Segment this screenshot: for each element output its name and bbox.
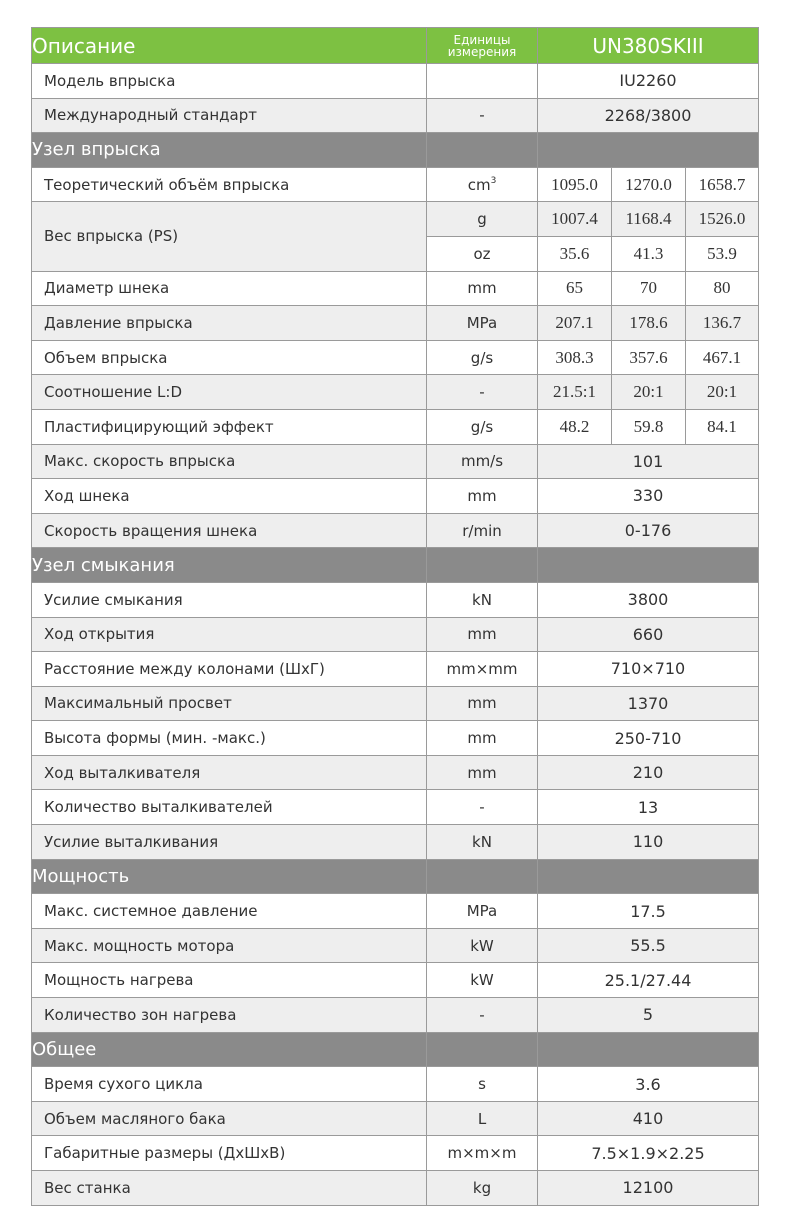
value-cell: 1658.7 xyxy=(686,167,759,202)
section-unit-cell xyxy=(427,1032,538,1067)
unit-text: MPa xyxy=(466,902,498,921)
table-row xyxy=(32,513,759,548)
unit-text: r/min xyxy=(462,521,502,540)
header-model: UN380SKIII xyxy=(538,28,759,64)
value-cell: 1095.0 xyxy=(538,167,612,202)
unit-cell xyxy=(427,306,538,341)
value-cell: 207.1 xyxy=(538,306,612,341)
table-row xyxy=(32,721,759,756)
unit-text: g/s xyxy=(470,417,494,436)
table-row xyxy=(32,98,759,133)
unit-text: mm xyxy=(467,729,497,748)
unit-cell xyxy=(427,721,538,756)
unit-cell xyxy=(427,64,538,99)
value-cell: 65 xyxy=(538,271,612,306)
unit-text: mm/s xyxy=(460,452,504,471)
unit-text: g xyxy=(477,210,487,229)
parameter-label: Давление впрыска xyxy=(32,306,427,341)
unit-cell xyxy=(427,825,538,860)
value-cell: 25.1/27.44 xyxy=(538,963,759,998)
parameter-label: Макс. мощность мотора xyxy=(32,928,427,963)
parameter-label: Ход шнека xyxy=(32,479,427,514)
table-row xyxy=(32,479,759,514)
table-row xyxy=(32,1136,759,1171)
value-cell: 308.3 xyxy=(538,340,612,375)
parameter-label: Габаритные размеры (ДхШхВ) xyxy=(32,1136,427,1171)
value-cell: 13 xyxy=(538,790,759,825)
value-cell: 20:1 xyxy=(686,375,759,410)
section-title: Узел смыкания xyxy=(32,548,427,583)
unit-cell xyxy=(427,1101,538,1136)
unit-cell xyxy=(427,202,538,237)
table-row xyxy=(32,1101,759,1136)
parameter-label: Усилие выталкивания xyxy=(32,825,427,860)
unit-text: kN xyxy=(472,590,492,609)
section-value-cell xyxy=(538,133,759,168)
table-row xyxy=(32,202,759,237)
value-cell: 2268/3800 xyxy=(538,98,759,133)
unit-text: kW xyxy=(470,971,494,990)
unit-text: s xyxy=(478,1075,486,1094)
section-header-row xyxy=(32,548,759,583)
unit-cell xyxy=(427,790,538,825)
value-cell: 1270.0 xyxy=(612,167,686,202)
table-row xyxy=(32,1171,759,1206)
unit-text: m×m×m xyxy=(447,1144,517,1163)
parameter-label: Количество зон нагрева xyxy=(32,998,427,1033)
table-row xyxy=(32,652,759,687)
value-cell: 1370 xyxy=(538,686,759,721)
unit-text: cm xyxy=(467,175,491,194)
unit-text: L xyxy=(477,1109,487,1128)
unit-text: MPa xyxy=(466,313,498,332)
section-header-row xyxy=(32,1032,759,1067)
unit-cell xyxy=(427,98,538,133)
parameter-label: Вес впрыска (PS) xyxy=(32,202,427,271)
unit-cell xyxy=(427,271,538,306)
table-row xyxy=(32,64,759,99)
section-title: Общее xyxy=(32,1032,427,1067)
value-cell: 55.5 xyxy=(538,928,759,963)
section-value-cell xyxy=(538,859,759,894)
table-row xyxy=(32,617,759,652)
unit-cell xyxy=(427,755,538,790)
unit-cell xyxy=(427,1136,538,1171)
table-row xyxy=(32,894,759,929)
unit-cell xyxy=(427,998,538,1033)
unit-cell xyxy=(427,928,538,963)
unit-text: - xyxy=(479,1005,485,1024)
parameter-label: Усилие смыкания xyxy=(32,582,427,617)
unit-text: kN xyxy=(472,832,492,851)
value-cell: 53.9 xyxy=(686,236,759,271)
unit-cell xyxy=(427,444,538,479)
unit-text: oz xyxy=(473,244,491,263)
parameter-label: Мощность нагрева xyxy=(32,963,427,998)
value-cell: 1168.4 xyxy=(612,202,686,237)
header-units xyxy=(427,28,538,64)
unit-cell xyxy=(427,409,538,444)
section-unit-cell xyxy=(427,133,538,168)
parameter-label: Объем масляного бака xyxy=(32,1101,427,1136)
unit-text: mm xyxy=(467,694,497,713)
unit-cell xyxy=(427,963,538,998)
section-header-row xyxy=(32,133,759,168)
value-cell: 5 xyxy=(538,998,759,1033)
value-cell: 35.6 xyxy=(538,236,612,271)
table-row xyxy=(32,444,759,479)
table-row xyxy=(32,340,759,375)
value-cell: 7.5×1.9×2.25 xyxy=(538,1136,759,1171)
table-row xyxy=(32,167,759,202)
value-cell: 59.8 xyxy=(612,409,686,444)
section-title: Узел впрыска xyxy=(32,133,427,168)
unit-text: mm×mm xyxy=(446,659,518,678)
value-cell: 48.2 xyxy=(538,409,612,444)
value-cell: 80 xyxy=(686,271,759,306)
parameter-label: Высота формы (мин. -макс.) xyxy=(32,721,427,756)
unit-text: kW xyxy=(470,936,494,955)
value-cell: 660 xyxy=(538,617,759,652)
unit-text: mm xyxy=(467,279,497,298)
unit-cell xyxy=(427,340,538,375)
unit-cell xyxy=(427,1171,538,1206)
section-title: Мощность xyxy=(32,859,427,894)
spec-table xyxy=(31,27,759,1206)
table-row xyxy=(32,306,759,341)
value-cell: 178.6 xyxy=(612,306,686,341)
unit-cell xyxy=(427,617,538,652)
section-unit-cell xyxy=(427,548,538,583)
unit-cell xyxy=(427,894,538,929)
value-cell: 41.3 xyxy=(612,236,686,271)
parameter-label: Пластифицирующий эффект xyxy=(32,409,427,444)
table-row xyxy=(32,928,759,963)
value-cell: 1526.0 xyxy=(686,202,759,237)
parameter-label: Соотношение L:D xyxy=(32,375,427,410)
unit-cell xyxy=(427,652,538,687)
value-cell: 357.6 xyxy=(612,340,686,375)
parameter-label: Диаметр шнека xyxy=(32,271,427,306)
parameter-label: Макс. системное давление xyxy=(32,894,427,929)
value-cell: IU2260 xyxy=(538,64,759,99)
parameter-label: Скорость вращения шнека xyxy=(32,513,427,548)
unit-cell xyxy=(427,1067,538,1102)
header-units-line1: Единицы xyxy=(453,32,511,47)
value-cell: 1007.4 xyxy=(538,202,612,237)
unit-text: kg xyxy=(472,1178,492,1197)
parameter-label: Объем впрыска xyxy=(32,340,427,375)
parameter-label: Макс. скорость впрыска xyxy=(32,444,427,479)
section-unit-cell xyxy=(427,859,538,894)
table-row xyxy=(32,409,759,444)
parameter-label: Ход открытия xyxy=(32,617,427,652)
table-row xyxy=(32,963,759,998)
table-row xyxy=(32,375,759,410)
unit-superscript: 3 xyxy=(490,175,497,186)
table-row xyxy=(32,790,759,825)
value-cell: 210 xyxy=(538,755,759,790)
parameter-label: Вес станка xyxy=(32,1171,427,1206)
value-cell: 710×710 xyxy=(538,652,759,687)
parameter-label: Международный стандарт xyxy=(32,98,427,133)
table-row xyxy=(32,271,759,306)
value-cell: 3800 xyxy=(538,582,759,617)
value-cell: 410 xyxy=(538,1101,759,1136)
value-cell: 0-176 xyxy=(538,513,759,548)
value-cell: 136.7 xyxy=(686,306,759,341)
section-value-cell xyxy=(538,1032,759,1067)
unit-text: - xyxy=(479,383,485,402)
unit-text: mm xyxy=(467,486,497,505)
value-cell: 12100 xyxy=(538,1171,759,1206)
value-cell: 250-710 xyxy=(538,721,759,756)
parameter-label: Модель впрыска xyxy=(32,64,427,99)
value-cell: 17.5 xyxy=(538,894,759,929)
section-header-row xyxy=(32,859,759,894)
parameter-label: Максимальный просвет xyxy=(32,686,427,721)
unit-cell xyxy=(427,686,538,721)
parameter-label: Расстояние между колонами (ШхГ) xyxy=(32,652,427,687)
value-cell: 70 xyxy=(612,271,686,306)
unit-text: - xyxy=(479,798,485,817)
unit-text: g/s xyxy=(470,348,494,367)
unit-cell xyxy=(427,167,538,202)
table-row xyxy=(32,686,759,721)
table-row xyxy=(32,998,759,1033)
value-cell: 101 xyxy=(538,444,759,479)
unit-cell xyxy=(427,236,538,271)
section-value-cell xyxy=(538,548,759,583)
table-row xyxy=(32,825,759,860)
parameter-label: Время сухого цикла xyxy=(32,1067,427,1102)
value-cell: 330 xyxy=(538,479,759,514)
unit-cell xyxy=(427,479,538,514)
parameter-label: Ход выталкивателя xyxy=(32,755,427,790)
unit-text: mm xyxy=(467,625,497,644)
table-row xyxy=(32,1067,759,1102)
value-cell: 84.1 xyxy=(686,409,759,444)
unit-cell xyxy=(427,582,538,617)
unit-cell xyxy=(427,513,538,548)
parameter-label: Количество выталкивателей xyxy=(32,790,427,825)
table-row xyxy=(32,755,759,790)
header-description: Описание xyxy=(32,28,427,64)
unit-cell xyxy=(427,375,538,410)
unit-text: mm xyxy=(467,763,497,782)
value-cell: 21.5:1 xyxy=(538,375,612,410)
header-row xyxy=(32,28,759,64)
unit-text: - xyxy=(479,106,485,125)
table-row xyxy=(32,582,759,617)
value-cell: 467.1 xyxy=(686,340,759,375)
value-cell: 20:1 xyxy=(612,375,686,410)
parameter-label: Теоретический объём впрыска xyxy=(32,167,427,202)
header-units-line2: измерения xyxy=(447,44,517,59)
value-cell: 3.6 xyxy=(538,1067,759,1102)
value-cell: 110 xyxy=(538,825,759,860)
